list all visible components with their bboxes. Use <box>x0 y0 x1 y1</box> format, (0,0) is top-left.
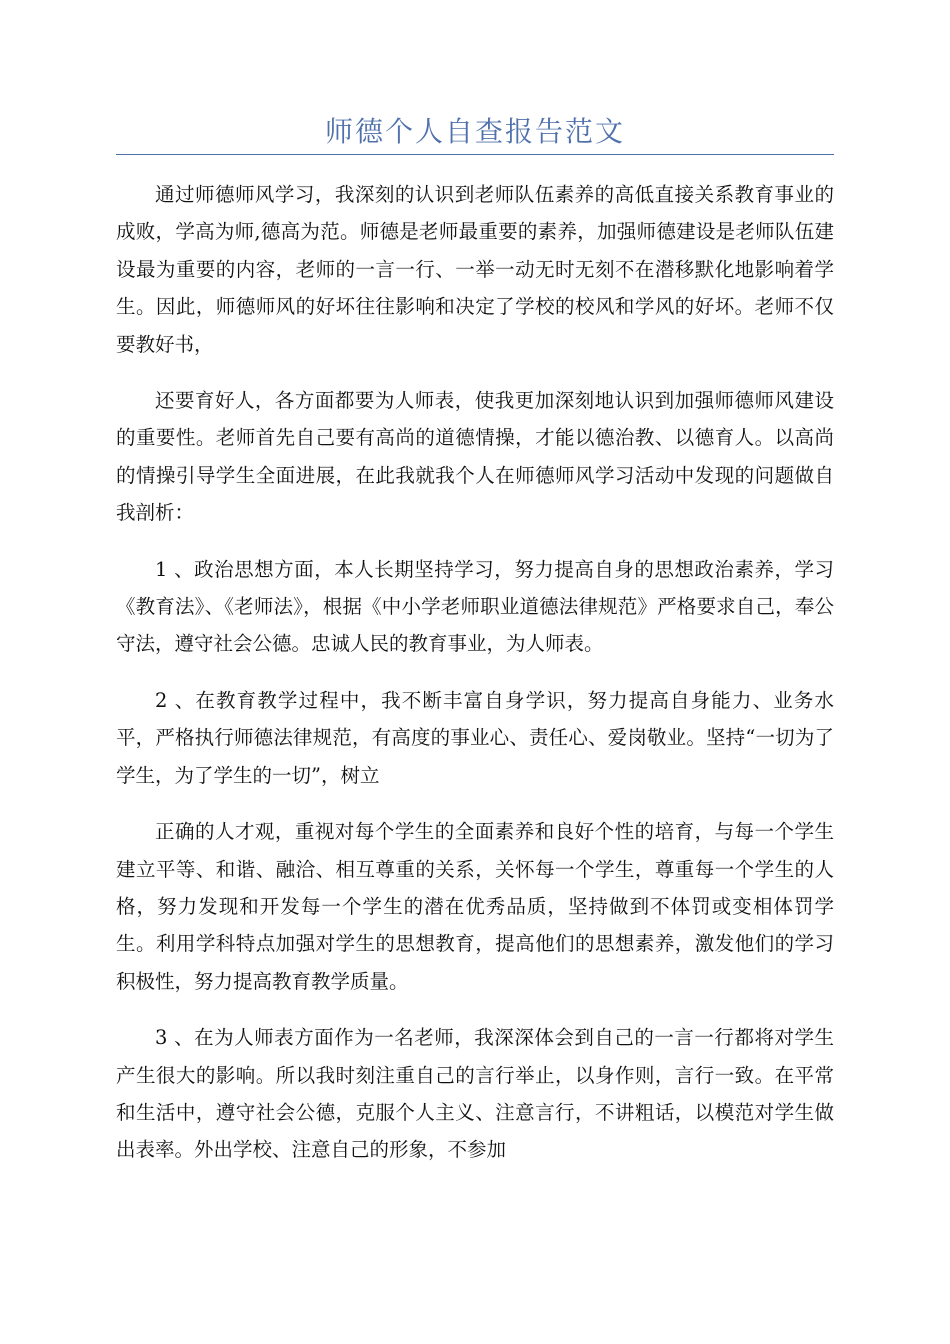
paragraph-3: 1 、政治思想方面，本人长期坚持学习，努力提高自身的思想政治素养，学习《教育法》、《老师法》，根据《中小学老师职业道德法律规范》严格要求自己，奉公守法，遵守社会公德。忠诚人民的教育事业，为人师表。 <box>116 557 834 656</box>
paragraph-2: 还要育好人，各方面都要为人师表，使我更加深刻地认识到加强师德师风建设的重要性。老师首先自己要有高尚的道德情操，才能以德治教、以德育人。以高尚的情操引导学生全面进展，在此我就我个人在师德师风学习活动中发现的问题做自我剖析： <box>116 389 834 525</box>
paragraph-5: 正确的人才观，重视对每个学生的全面素养和良好个性的培育，与每一个学生建立平等、和谐、融洽、相互尊重的关系，关怀每一个学生，尊重每一个学生的人格，努力发现和开发每一个学生的潜在优秀品质，坚持做到不体罚或变相体罚学生。利用学科特点加强对学生的思想教育，提高他们的思想素养，激发他们的学习积极性，努力提高教育教学质量。 <box>116 820 834 993</box>
paragraph-4: 2 、在教育教学过程中，我不断丰富自身学识，努力提高自身能力、业务水平，严格执行师德法律规范，有高度的事业心、责任心、爱岗敬业。坚持“一切为了学生，为了学生的一切”，树立 <box>116 688 834 787</box>
paragraph-1: 通过师德师风学习，我深刻的认识到老师队伍素养的高低直接关系教育事业的成败，学高为师,德高为范。师德是老师最重要的素养，加强师德建设是老师队伍建设最为重要的内容，老师的一言一行、一举一动无时无刻不在潜移默化地影响着学生。因此，师德师风的好坏往往影响和决定了学校的校风和学风的好坏。老师不仅要教好书， <box>116 183 834 356</box>
document-body <box>116 176 834 1188</box>
title-underline <box>116 154 834 155</box>
paragraph-6: 3 、在为人师表方面作为一名老师，我深深体会到自己的一言一行都将对学生产生很大的影响。所以我时刻注重自己的言行举止，以身作则，言行一致。在平常和生活中，遵守社会公德，克服个人主义、注意言行，不讲粗话，以模范对学生做出表率。外出学校、注意自己的形象，不参加 <box>116 1026 834 1162</box>
document-title: 师德个人自查报告范文 <box>324 115 625 148</box>
